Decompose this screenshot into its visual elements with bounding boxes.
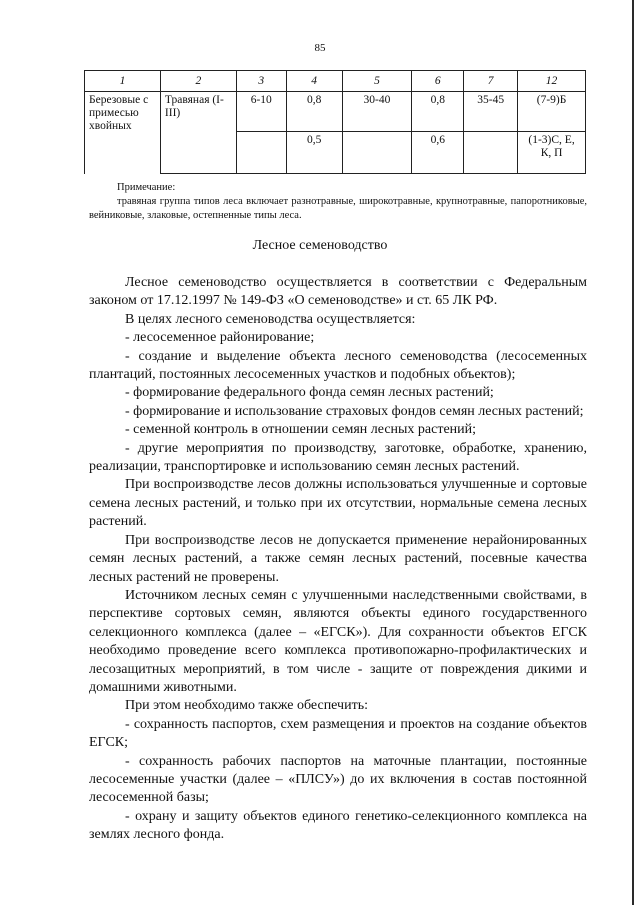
list-item: - создание и выделение объекта лесного семеноводства (лесосеменных плантаций, постоянных лесосеменных участков и подобных объектов); [89,348,587,383]
table-cell: 30-40 [342,92,412,132]
list-item: - формирование и использование страховых фондов семян лесных растений; [125,403,584,419]
list-item: - формирование федерального фонда семян лесных растений; [125,385,494,401]
table-cell [342,132,412,174]
table-header-cell: 12 [518,71,586,92]
table-header-cell: 2 [160,71,236,92]
page-number: 85 [314,42,326,54]
table-cell-type-group: Травяная (I-III) [160,92,236,174]
table-header-cell: 4 [286,71,342,92]
table-header-cell: 5 [342,71,412,92]
table-cell: 0,5 [286,132,342,174]
forest-type-table [84,70,586,174]
table-cell [464,132,518,174]
scan-edge [632,0,634,905]
list-item: - охрану и защиту объектов единого генетико-селекционного комплекса на землях лесного фонда. [89,808,587,843]
table-cell: 6-10 [236,92,286,132]
list-item: - лесосеменное районирование; [125,330,315,346]
paragraph: При воспроизводстве лесов не допускается применение нерайонированных семян лесных растений, а также семян лесных растений, посевные качества лесных растений не проверены. [89,532,587,585]
table-cell: 0,8 [286,92,342,132]
paragraph: Источником лесных семян с улучшенными наследственными свойствами, в перспективе сортовых семян, являются объекты единого государственного селекционного комплекса (далее – «ЕГСК»). Для сохранности объектов ЕГСК необходимо проведение всего комплекса противопожарно-профилактических и лесозащитных мероприятий, в том числе - защите от повреждения дикими и домашними животными. [89,587,587,695]
section-body [89,274,587,845]
paragraph: В целях лесного семеноводства осуществляется: [125,311,416,327]
list-item: - семенной контроль в отношении семян лесных растений; [125,422,477,438]
table-cell: (1-3)С, Е, К, П [518,132,586,174]
table-cell: 0,6 [412,132,464,174]
table-cell: 35-45 [464,92,518,132]
note-text: травяная группа типов леса включает разнотравные, широкотравные, крупнотравные, папоротниковые, вейниковые, злаковые, остепненные типы леса. [89,196,587,221]
table-cell: (7-9)Б [518,92,586,132]
table-header-cell: 3 [236,71,286,92]
table-header-cell: 7 [464,71,518,92]
section-heading: Лесное семеноводство [252,238,388,253]
table-header-row [85,71,586,92]
table-note [89,181,587,223]
table-row [85,92,586,132]
list-item: - сохранность рабочих паспортов на маточные плантации, постоянные лесосеменные участки (далее – «ПЛСУ») до их включения в состав постоянной лесосеменной базы; [89,753,587,806]
table-cell: 0,8 [412,92,464,132]
paragraph: При воспроизводстве лесов должны использоваться улучшенные и сортовые семена лесных растений, и только при их отсутствии, нормальные семена лесных растений. [89,477,587,530]
table-header-cell: 1 [85,71,161,92]
table-cell-species: Березовые с примесью хвойных [85,92,161,174]
table-header-cell: 6 [412,71,464,92]
list-item: - сохранность паспортов, схем размещения и проектов на создание объектов ЕГСК; [89,716,587,751]
table-cell [236,132,286,174]
paragraph: При этом необходимо также обеспечить: [125,698,368,714]
list-item: - другие мероприятия по производству, заготовке, обработке, хранению, реализации, транспортировке и использованию семян лесных растений. [89,440,587,475]
paragraph: Лесное семеноводство осуществляется в соответствии с Федеральным законом от 17.12.1997 № 149-ФЗ «О семеноводстве» и ст. 65 ЛК РФ. [89,275,587,309]
note-title: Примечание: [117,182,176,193]
